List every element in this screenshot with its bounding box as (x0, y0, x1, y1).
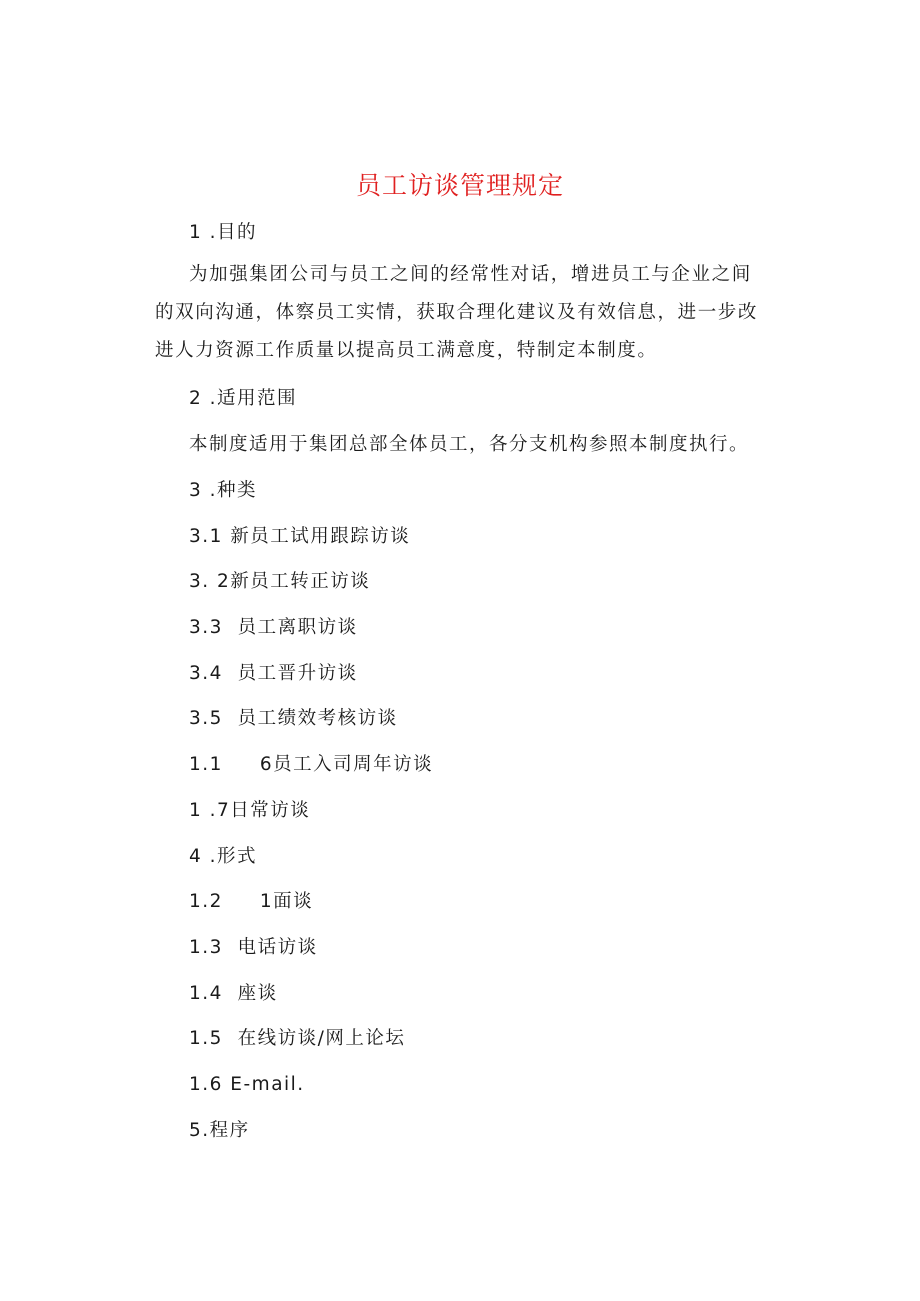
list-item: 3.4 员工晋升访谈 (189, 663, 358, 684)
list-item: 1.5 在线访谈/网上论坛 (189, 1028, 406, 1049)
section-heading-scope: 2 .适用范围 (189, 388, 298, 409)
list-item: 1.3 电话访谈 (189, 937, 318, 958)
section-body-purpose: 为加强集团公司与员工之间的经常性对话，增进员工与企业之间的双向沟通，体察员工实情，获取合理化建议及有效信息，进一步改进人力资源工作质量以提高员工满意度，特制定本制度。 (155, 264, 759, 361)
list-item: 1.4 座谈 (189, 983, 278, 1004)
list-item: 3.1 新员工试用跟踪访谈 (189, 526, 411, 547)
list-item: 3. 2新员工转正访谈 (189, 571, 371, 592)
section-body-scope: 本制度适用于集团总部全体员工，各分支机构参照本制度执行。 (189, 434, 750, 455)
document-title: 员工访谈管理规定 (355, 171, 564, 200)
section-heading-types: 3 .种类 (189, 480, 258, 501)
list-item: 3.5 员工绩效考核访谈 (189, 708, 398, 729)
list-item: 1.6 E-mail. (189, 1074, 305, 1095)
list-item: 1 .7日常访谈 (189, 800, 311, 821)
list-item: 1.2 1面谈 (189, 891, 314, 912)
section-heading-purpose: 1 .目的 (189, 222, 258, 243)
list-item: 3.3 员工离职访谈 (189, 617, 358, 638)
section-heading-forms: 4 .形式 (189, 846, 258, 867)
section-heading-procedure: 5.程序 (189, 1120, 250, 1141)
list-item: 1.1 6员工入司周年访谈 (189, 754, 434, 775)
